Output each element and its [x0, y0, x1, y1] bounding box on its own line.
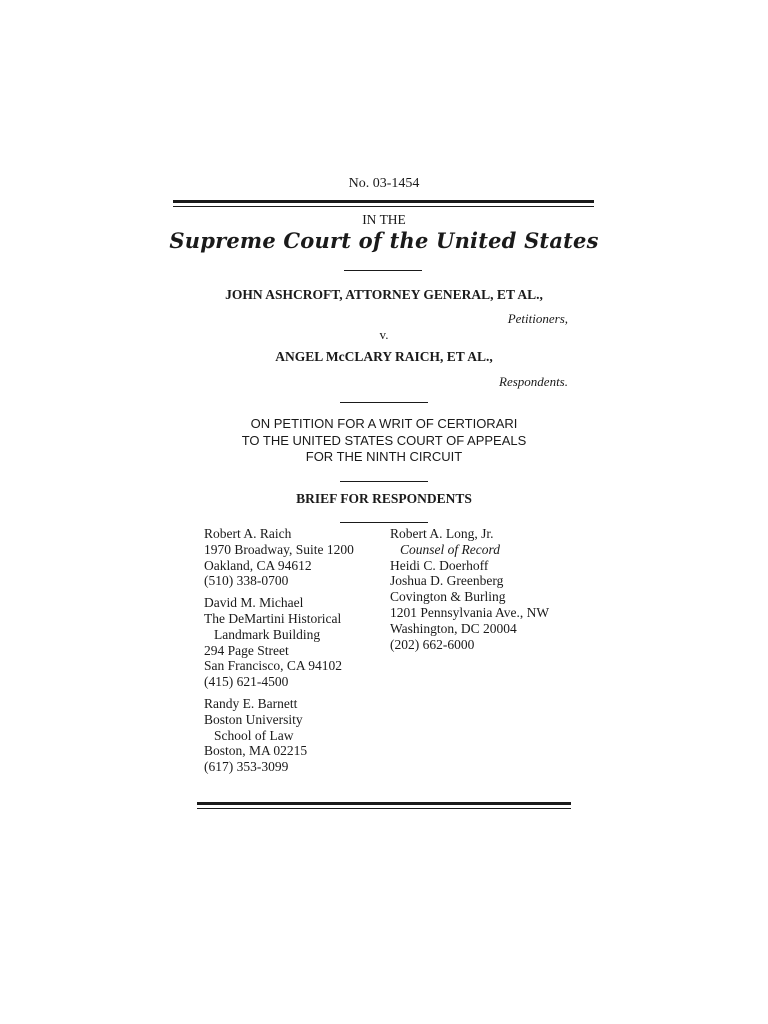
- separator-rule: [340, 481, 428, 482]
- address-line: The DeMartini Historical: [204, 610, 342, 626]
- firm-name: Covington & Burling: [390, 589, 506, 605]
- counsel-name: Heidi C. Doerhoff: [390, 557, 489, 573]
- court-prefix: IN THE: [362, 212, 406, 227]
- counsel-block: [204, 696, 354, 775]
- separator-rule: [340, 402, 428, 403]
- address-line: Oakland, CA 94612: [204, 557, 312, 573]
- separator-rule: [340, 522, 428, 523]
- counsel-left-column: [204, 526, 354, 781]
- counsel-name: Randy E. Barnett: [204, 695, 298, 711]
- counsel-name: David M. Michael: [204, 595, 304, 611]
- counsel-name: Robert A. Long, Jr.: [390, 526, 494, 541]
- phone-number: (617) 353-3099: [204, 759, 289, 775]
- petitioner-role: Petitioners,: [507, 311, 568, 326]
- petition-statement: [0, 416, 768, 466]
- address-line: San Francisco, CA 94102: [204, 658, 342, 674]
- phone-number: (510) 338-0700: [204, 573, 289, 589]
- address-line: 1201 Pennsylvania Ave., NW: [390, 604, 550, 620]
- counsel-of-record-label: Counsel of Record: [400, 541, 500, 557]
- phone-number: (415) 621-4500: [204, 674, 289, 690]
- top-double-rule: [173, 200, 594, 207]
- counsel-name: Robert A. Raich: [204, 526, 292, 541]
- counsel-block: [204, 595, 354, 690]
- address-line: 294 Page Street: [204, 642, 289, 658]
- court-name: Supreme Court of the United States: [169, 228, 599, 253]
- petition-line: ON PETITION FOR A WRIT OF CERTIORARI: [250, 416, 518, 431]
- counsel-right-column: [390, 526, 549, 652]
- petition-line: FOR THE NINTH CIRCUIT: [305, 449, 463, 464]
- address-line: 1970 Broadway, Suite 1200: [204, 541, 354, 557]
- versus-label: v.: [379, 327, 389, 342]
- address-line: Boston, MA 02215: [204, 743, 308, 759]
- petition-line: TO THE UNITED STATES COURT OF APPEALS: [241, 432, 527, 448]
- separator-rule: [344, 270, 422, 271]
- petitioner-name: JOHN ASHCROFT, ATTORNEY GENERAL, ET AL.,: [225, 287, 543, 302]
- phone-number: (202) 662-6000: [390, 636, 475, 652]
- address-line: School of Law: [214, 727, 294, 743]
- brief-title: BRIEF FOR RESPONDENTS: [296, 491, 472, 506]
- respondent-role: Respondents.: [499, 374, 568, 389]
- respondent-name: ANGEL McCLARY RAICH, ET AL.,: [275, 349, 493, 364]
- counsel-name: Joshua D. Greenberg: [390, 573, 504, 589]
- bottom-double-rule: [197, 802, 571, 809]
- address-line: Washington, DC 20004: [390, 620, 517, 636]
- docket-number: No. 03-1454: [348, 176, 420, 191]
- counsel-block: [204, 526, 354, 589]
- address-line: Landmark Building: [214, 626, 321, 642]
- address-line: Boston University: [204, 711, 303, 727]
